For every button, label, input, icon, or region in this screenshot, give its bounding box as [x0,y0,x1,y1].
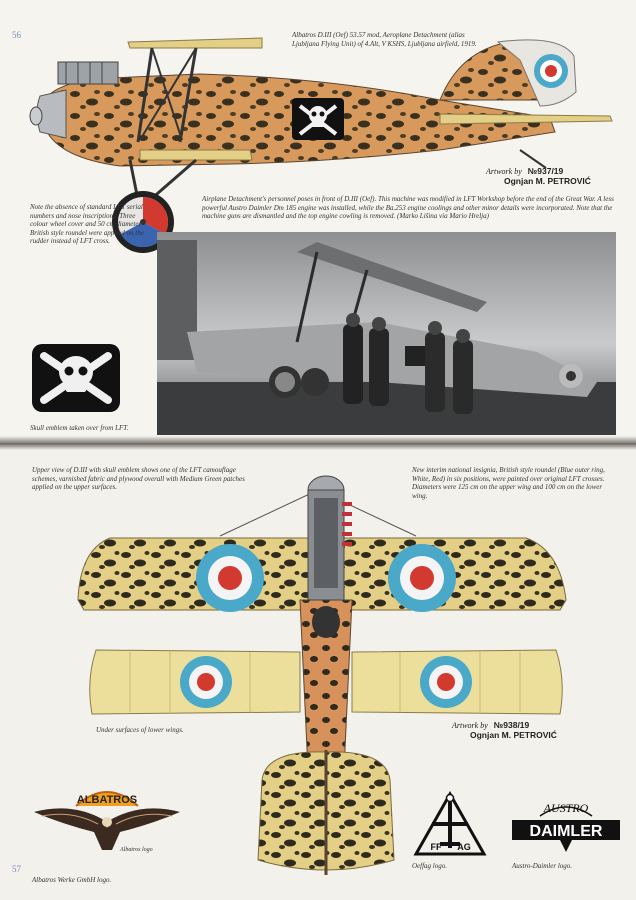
artwork-credit-bottom [452,720,557,740]
nose-note-caption: Note the absence of standard LFT serial numbers and nose inscriptions. Three colour wheel cover and 50 cm diameter British style roundel were applied on the rudder instead of LFT cross. [30,203,144,246]
artwork-credit-top [486,166,591,186]
historical-photograph [157,232,616,435]
artwork-number: №937/19 [527,166,564,176]
albatros-small-label: Albatros logo [120,847,153,853]
artwork-label: Artwork by [486,167,522,176]
daimler-logo-text: DAIMLER [529,823,603,840]
oeffag-right-text: AG [457,842,471,852]
bottom-page [0,450,636,900]
albatros-logo-text: ALBATROS [76,794,138,806]
page-fold [0,436,636,450]
oeffag-logo-caption: Oeffag logo. [412,862,447,870]
top-profile-caption: Albatros D.III (Oef) 53.57 mod, Aeroplane Detachment (alias Ljubljana Flying Unit) of 4.Alt, V KSHS, Ljubljana airfield, 1919. [292,31,477,48]
artwork-label: Artwork by [452,721,488,730]
top-page [0,0,636,436]
page-number-bottom: 57 [12,864,21,874]
oeffag-left-text: FF [430,842,442,852]
photo-scene [157,232,616,435]
albatros-eagle-logo [32,776,182,866]
artwork-artist: Ognjan M. PETROVIĆ [504,176,591,186]
artwork-artist: Ognjan M. PETROVIĆ [470,730,557,740]
photo-caption: Airplane Detachment's personnel poses in front of D.III (Oef). This machine was modified in LFT Workshop before the end of the Great War. A less powerful Austro Daimler Dm 185 engine was installed, while the Ba.253 engine coolings and other minor details were incorporated. Note that the machine guns are dismantled and the top engine cowling is removed. (Marko Lišina via Mario Hrelja) [202,195,614,221]
artwork-number: №938/19 [493,720,530,730]
austro-daimler-logo [510,794,622,864]
insignia-caption: New interim national insignia, British style roundel (Blue outer ring, White, Red) in six positions, were painted over original LFT crosses. Diameters were 125 cm on the upper wing and 100 cm on the lower wing. [412,466,605,500]
daimler-arc-text: AUSTRO [543,801,589,815]
albatros-logo-caption: Albatros Werke GmbH logo. [32,876,112,884]
under-surfaces-caption: Under surfaces of lower wings. [96,726,184,734]
skull-emblem-icon [28,340,124,416]
daimler-logo-caption: Austro-Daimler logo. [512,862,573,870]
upper-view-caption: Upper view of D.III with skull emblem shows one of the LFT camouflage schemes, varnished fabric and plywood overall with Medium Green patches applied on the upper surfaces. [32,466,245,492]
oeffag-logo [412,790,488,860]
page-number-top: 56 [12,30,21,40]
skull-caption: Skull emblem taken over from LFT. [30,424,129,432]
